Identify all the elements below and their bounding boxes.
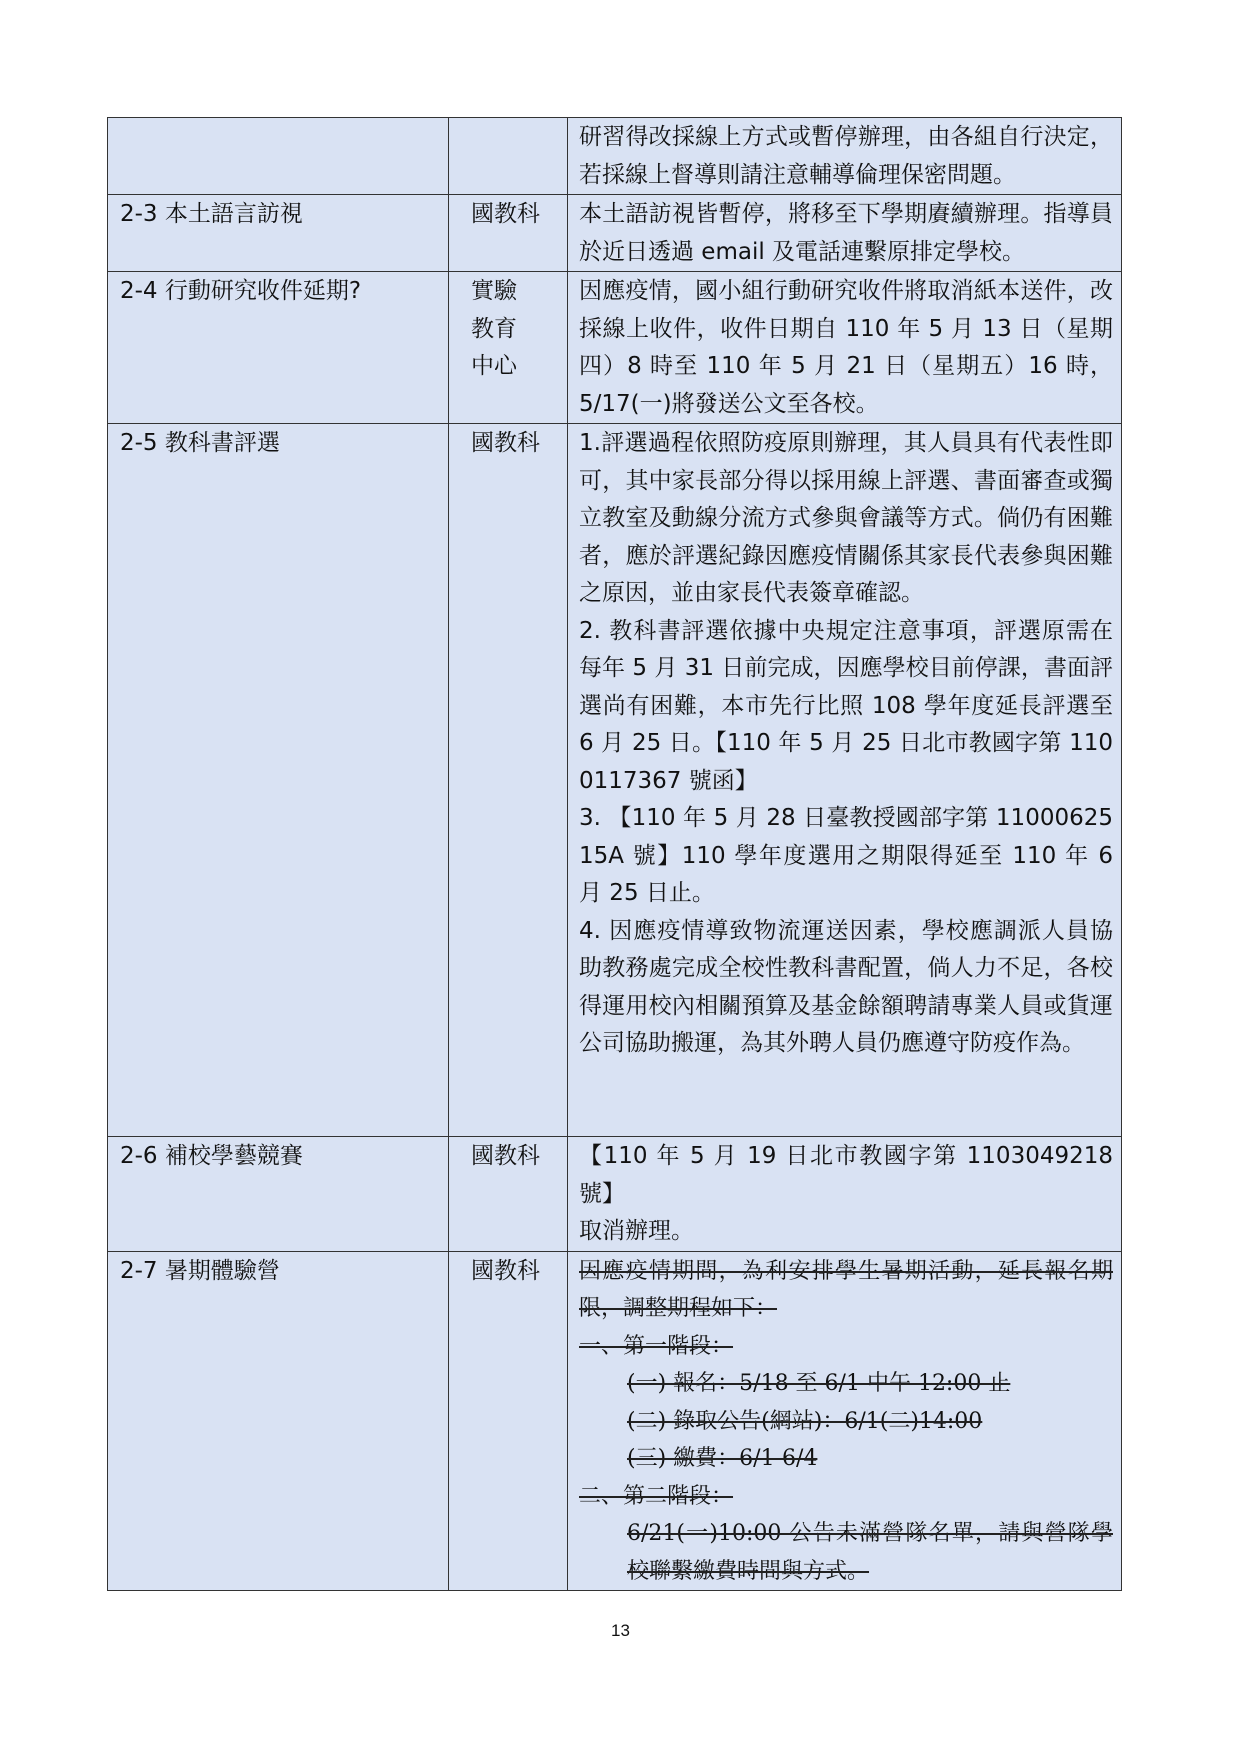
table-row bbox=[108, 424, 1122, 1137]
dept-cell: 國教科 bbox=[449, 1251, 568, 1591]
content-paragraph: 3. 【110 年 5 月 28 日臺教授國部字第 1100062515A 號】110 學年度選用之期限得延至 110 年 6 月 25 日止。 bbox=[579, 805, 1113, 906]
table-row bbox=[108, 1137, 1122, 1252]
struck-paragraph: 6/21(一)10:00 公告未滿營隊名單，請與營隊學校聯繫繳費時間與方式。 bbox=[627, 1521, 1113, 1584]
content-paragraph: 1.評選過程依照防疫原則辦理，其人員具有代表性即可，其中家長部分得以採用線上評選、書面審查或獨立教室及動線分流方式參與會議等方式。倘仍有困難者，應於評選紀錄因應疫情關係其家長代表參與困難之原因，並由家長代表簽章確認。 bbox=[579, 430, 1113, 606]
content-paragraph: 研習得改採線上方式或暫停辦理，由各組自行決定，若採線上督導則請注意輔導倫理保密問題。 bbox=[579, 124, 1113, 188]
struck-paragraph: (一) 報名：5/18 至 6/1 中午 12:00 止 bbox=[627, 1371, 1011, 1396]
struck-paragraph: 因應疫情期間，為利安排學生暑期活動，延長報名期限，調整期程如下： bbox=[579, 1258, 1113, 1321]
content-cell bbox=[568, 195, 1122, 272]
item-cell: 2-4 行動研究收件延期? bbox=[108, 272, 449, 424]
struck-paragraph: (二) 錄取公告(網站)：6/1(二)14:00 bbox=[627, 1408, 983, 1434]
item-cell: 2-6 補校學藝競賽 bbox=[108, 1137, 449, 1252]
table-row bbox=[108, 195, 1122, 272]
content-paragraph: 本土語訪視皆暫停，將移至下學期賡續辦理。指導員於近日透過 email 及電話連繫原排定學校。 bbox=[579, 201, 1113, 265]
item-cell: 2-3 本土語言訪視 bbox=[108, 195, 449, 272]
content-paragraph: 【110 年 5 月 19 日北市教國字第 1103049218 號】 bbox=[579, 1143, 1113, 1207]
content-paragraph: 2. 教科書評選依據中央規定注意事項，評選原需在每年 5 月 31 日前完成，因應學校目前停課，書面評選尚有困難，本市先行比照 108 學年度延長評選至 6 月 25 日。【110 年 5 月 25 日北市教國字第 1100117367 號函】 bbox=[579, 617, 1113, 794]
content-paragraph: 取消辦理。 bbox=[579, 1218, 694, 1244]
content-cell bbox=[568, 424, 1122, 1137]
content-cell bbox=[568, 1251, 1122, 1591]
table-row bbox=[108, 1251, 1122, 1591]
dept-cell: 國教科 bbox=[449, 1137, 568, 1252]
content-cell bbox=[568, 272, 1122, 424]
item-cell bbox=[108, 118, 449, 195]
item-cell: 2-5 教科書評選 bbox=[108, 424, 449, 1137]
struck-paragraph: (三) 繳費：6/1-6/4 bbox=[627, 1446, 818, 1471]
struck-paragraph: 一、第一階段： bbox=[579, 1333, 734, 1359]
dept-cell bbox=[449, 118, 568, 195]
struck-paragraph: 二、第二階段： bbox=[579, 1483, 734, 1509]
content-paragraph: 因應疫情，國小組行動研究收件將取消紙本送件，改採線上收件，收件日期自 110 年 5 月 13 日（星期四）8 時至 110 年 5 月 21 日（星期五）16 時，5/17(一)將發送公文至各校。 bbox=[579, 278, 1113, 417]
table-row bbox=[108, 118, 1122, 195]
table-row bbox=[108, 272, 1122, 424]
meeting-items-table bbox=[107, 117, 1122, 1591]
page-number: 13 bbox=[611, 1621, 630, 1640]
item-cell: 2-7 暑期體驗營 bbox=[108, 1251, 449, 1591]
content-cell bbox=[568, 1137, 1122, 1252]
dept-cell: 實驗教育中心 bbox=[449, 272, 568, 424]
dept-cell: 國教科 bbox=[449, 424, 568, 1137]
content-cell bbox=[568, 118, 1122, 195]
content-paragraph: 4. 因應疫情導致物流運送因素，學校應調派人員協助教務處完成全校性教科書配置，倘人力不足，各校得運用校內相關預算及基金餘額聘請專業人員或貨運公司協助搬運，為其外聘人員仍應遵守防疫作為。 bbox=[579, 917, 1113, 1056]
dept-cell: 國教科 bbox=[449, 195, 568, 272]
